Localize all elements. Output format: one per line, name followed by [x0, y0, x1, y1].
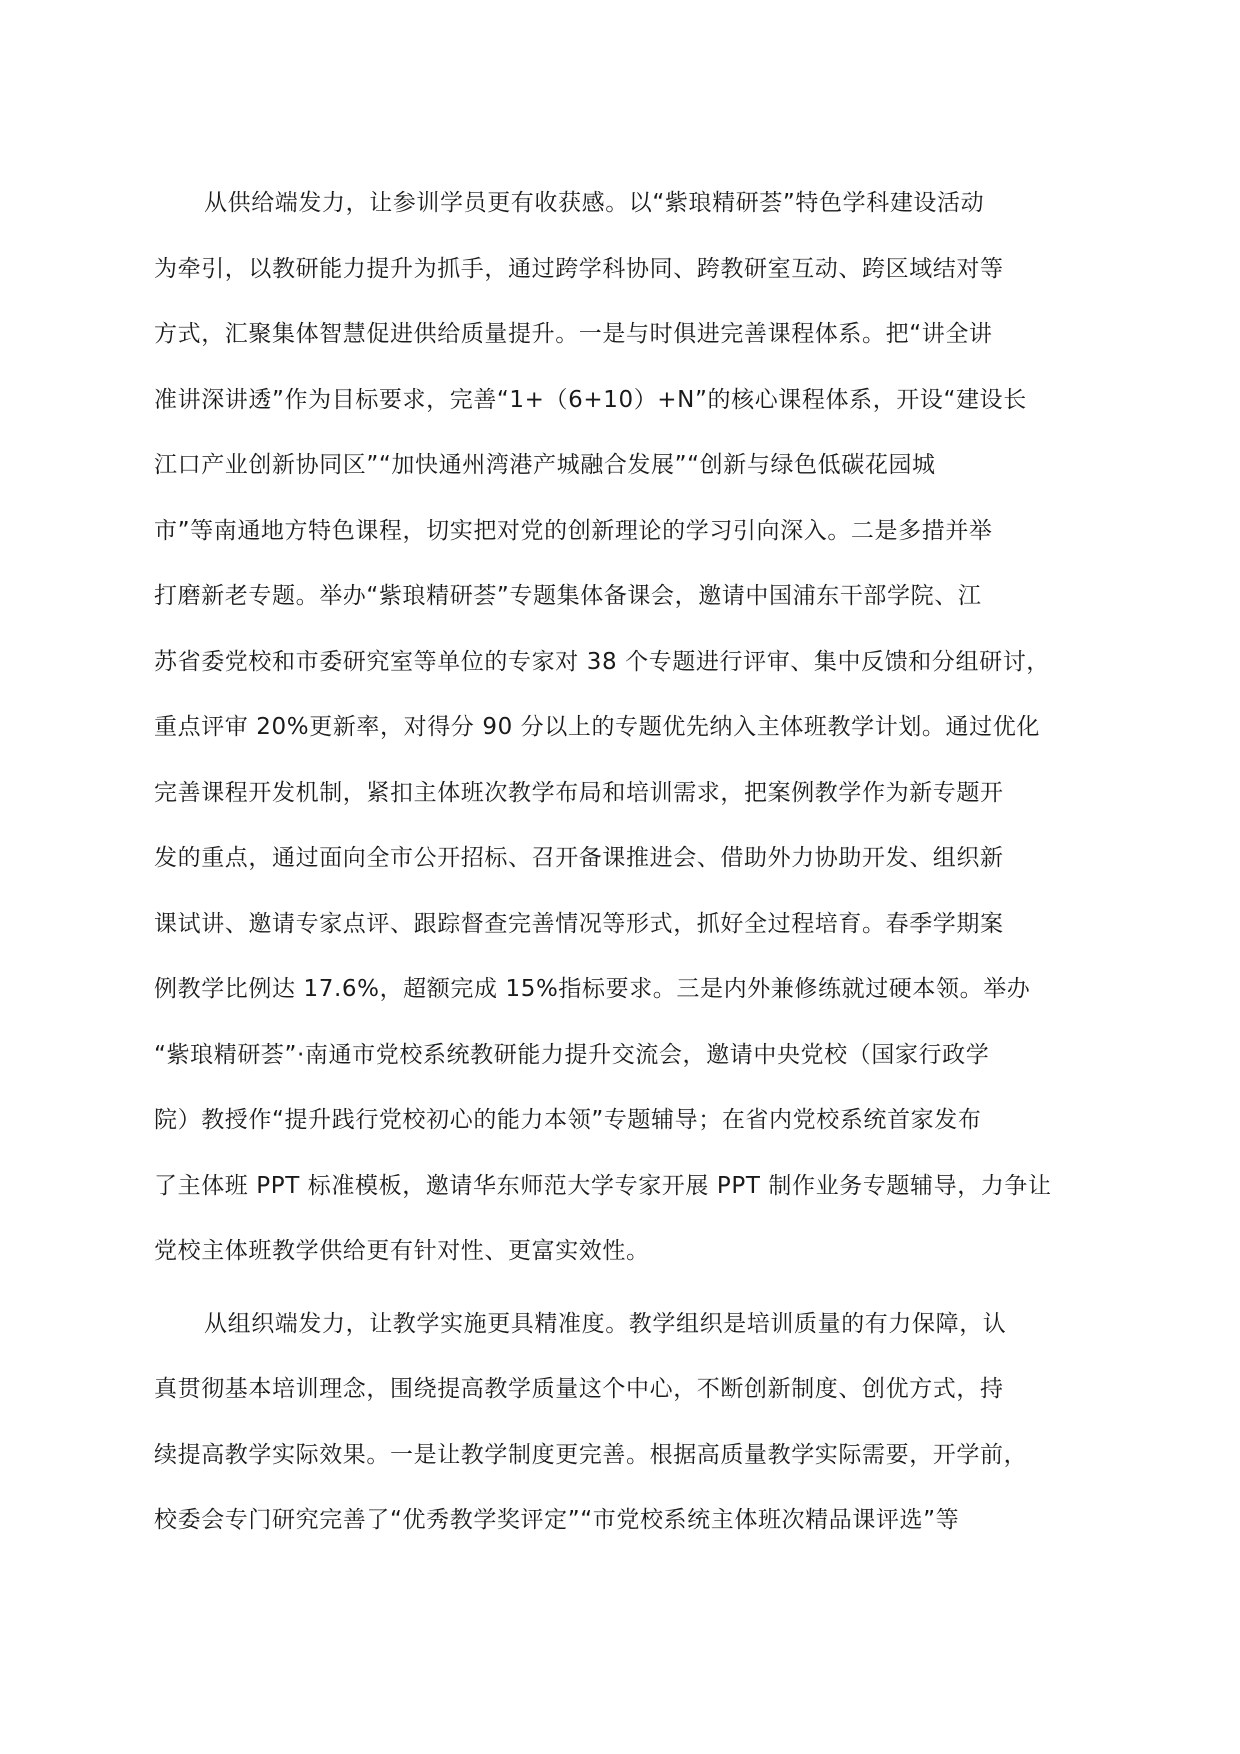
- text-line: 重点评审 20%更新率，对得分 90 分以上的专题优先纳入主体班教学计划。通过优化: [154, 714, 1040, 740]
- paragraph-organization-side: [154, 1309, 1084, 1571]
- text-line: 校委会专门研究完善了“优秀教学奖评定”“市党校系统主体班次精品课评选”等: [154, 1507, 960, 1533]
- text-line: 例教学比例达 17.6%，超额完成 15%指标要求。三是内外兼修练就过硬本领。举办: [154, 976, 1031, 1002]
- text-line: 准讲深讲透”作为目标要求，完善“1+（6+10）+N”的核心课程体系，开设“建设长: [154, 386, 1027, 413]
- text-line: 从组织端发力，让教学实施更具精准度。教学组织是培训质量的有力保障，认: [204, 1310, 1007, 1337]
- text-line: 打磨新老专题。举办“紫琅精研荟”专题集体备课会，邀请中国浦东干部学院、江: [154, 583, 982, 609]
- text-line: 从供给端发力，让参训学员更有收获感。以“紫琅精研荟”特色学科建设活动: [204, 190, 985, 216]
- text-line: 市”等南通地方特色课程，切实把对党的创新理论的学习引向深入。二是多措并举: [154, 517, 993, 544]
- text-line: 续提高教学实际效果。一是让教学制度更完善。根据高质量教学实际需要，开学前，: [154, 1441, 1028, 1468]
- text-line: 江口产业创新协同区”“加快通州湾港产城融合发展”“创新与绿色低碳花园城: [154, 452, 936, 478]
- text-line: 课试讲、邀请专家点评、跟踪督查完善情况等形式，抓好全过程培育。春季学期案: [154, 910, 1004, 937]
- text-line: 苏省委党校和市委研究室等单位的专家对 38 个专题进行评审、集中反馈和分组研讨，: [154, 648, 1050, 675]
- text-line: “紫琅精研荟”·南通市党校系统教研能力提升交流会，邀请中央党校（国家行政学: [154, 1041, 990, 1068]
- text-line: 发的重点，通过面向全市公开招标、召开备课推进会、借助外力协助开发、组织新: [154, 845, 1004, 871]
- text-line: 方式，汇聚集体智慧促进供给质量提升。一是与时俱进完善课程体系。把“讲全讲: [154, 321, 993, 347]
- text-line: 了主体班 PPT 标准模板，邀请华东师范大学专家开展 PPT 制作业务专题辅导，力争让: [154, 1172, 1052, 1199]
- text-line: 党校主体班教学供给更有针对性、更富实效性。: [154, 1238, 650, 1264]
- paragraph-supply-side: [154, 188, 1084, 1302]
- document-body: [154, 188, 1084, 1571]
- text-line: 真贯彻基本培训理念，围绕提高教学质量这个中心，不断创新制度、创优方式，持: [154, 1376, 1004, 1402]
- text-line: 为牵引，以教研能力提升为抓手，通过跨学科协同、跨教研室互动、跨区域结对等: [154, 255, 1004, 282]
- text-line: 院）教授作“提升践行党校初心的能力本领”专题辅导；在省内党校系统首家发布: [154, 1107, 982, 1133]
- text-line: 完善课程开发机制，紧扣主体班次教学布局和培训需求，把案例教学作为新专题开: [154, 779, 1004, 806]
